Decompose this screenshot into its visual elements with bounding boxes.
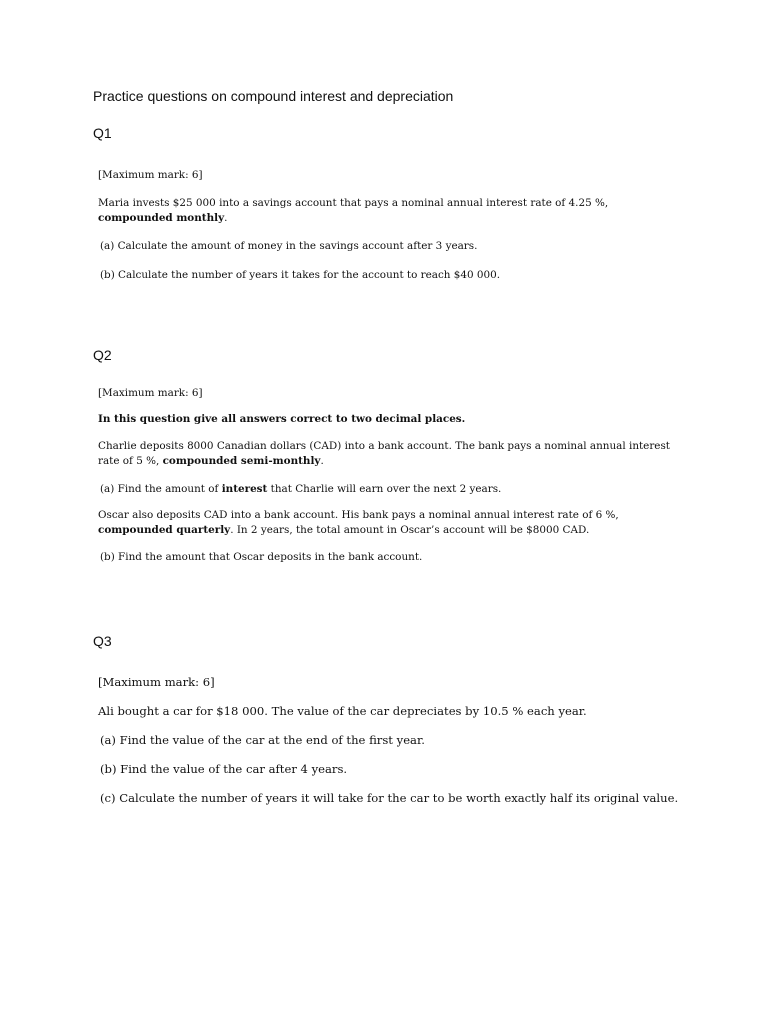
q1-stem: Maria invests $25 000 into a savings account that pays a nominal annual interest rate of 4.25 %, compounded monthly. [98,197,609,224]
q1-max-mark: [Maximum mark: 6] [98,169,203,181]
q3-stem: Ali bought a car for $18 000. The value of the car depreciates by 10.5 % each year. [98,704,587,718]
q2-stem-2-emphasis: compounded quarterly [98,524,231,536]
q3-max-mark: [Maximum mark: 6] [98,675,215,689]
question-3-label: Q3 [93,633,112,649]
q2-stem-2: Oscar also deposits CAD into a bank account. His bank pays a nominal annual interest rate of 6 %, compounded quarterly. In 2 years, the total amount in Oscar’s account will be $8000 CAD. [98,509,619,536]
q2-part-b: (b) Find the amount that Oscar deposits in the bank account. [100,551,423,563]
document-title: Practice questions on compound interest and depreciation [93,88,454,104]
q2-stem: Charlie deposits 8000 Canadian dollars (CAD) into a bank account. The bank pays a nominal annual interest rate of 5 %, compounded semi-monthly. [98,440,670,467]
q1-stem-emphasis: compounded monthly [98,212,225,224]
q1-part-b: (b) Calculate the number of years it takes for the account to reach $40 000. [100,269,501,281]
q3-part-b: (b) Find the value of the car after 4 years. [100,762,348,776]
q2-stem-emphasis: compounded semi-monthly [162,455,321,467]
q2-instruction: In this question give all answers correct to two decimal places. [98,413,466,425]
question-2-label: Q2 [93,347,112,363]
q2-max-mark: [Maximum mark: 6] [98,387,203,399]
q2-part-a: (a) Find the amount of interest that Charlie will earn over the next 2 years. [100,483,502,495]
q1-part-a: (a) Calculate the amount of money in the savings account after 3 years. [100,240,478,252]
q3-part-c: (c) Calculate the number of years it will take for the car to be worth exactly half its original value. [100,791,679,805]
q3-part-a: (a) Find the value of the car at the end of the first year. [100,733,425,747]
question-1-label: Q1 [93,125,112,141]
